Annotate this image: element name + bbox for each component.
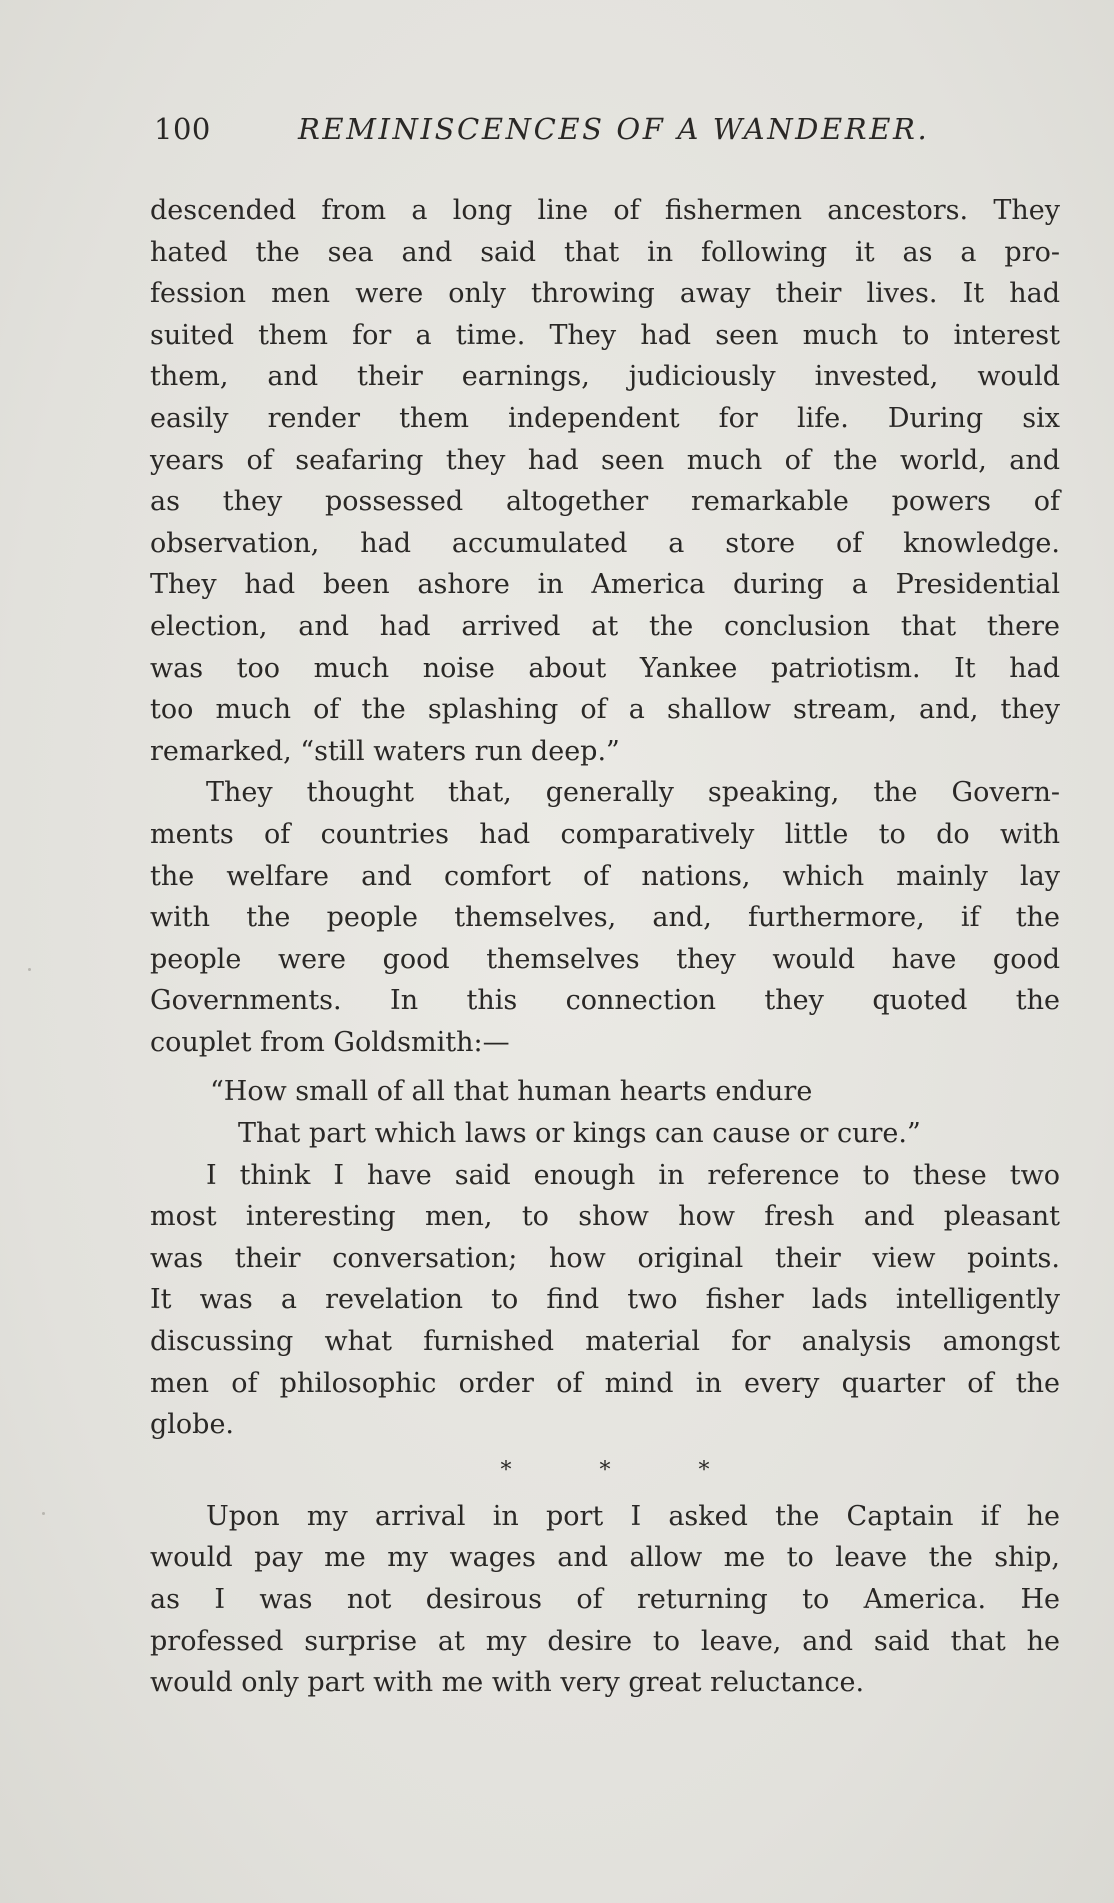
spacer — [150, 1063, 1060, 1071]
text-line: election, and had arrived at the conclusion that there — [150, 610, 1060, 642]
text-line: suited them for a time. They had seen much to interest — [150, 319, 1060, 351]
paper-speck — [42, 1512, 45, 1515]
text-line: would pay me my wages and allow me to leave the ship, — [150, 1542, 1060, 1574]
text-line: remarked, “still waters run deep.” — [150, 735, 620, 767]
text-line: Governments. In this connection they quoted the — [150, 985, 1060, 1017]
text-line: They had been ashore in America during a Presidential — [150, 569, 1060, 601]
text-line: as I was not desirous of returning to America. He — [150, 1584, 1060, 1615]
body-text — [150, 190, 1060, 1704]
text-line: years of seafaring they had seen much of the world, and — [150, 444, 1060, 476]
running-title: REMINISCENCES OF A WANDERER. — [298, 112, 930, 146]
text-line: men of philosophic order of mind in every quarter of the — [150, 1367, 1060, 1399]
asterisk: * — [599, 1457, 611, 1483]
text-line: couplet from Goldsmith:— — [150, 1026, 510, 1058]
asterisk: * — [500, 1457, 512, 1483]
paper-speck — [28, 968, 31, 971]
text-line: was their conversation; how original their view points. — [150, 1242, 1060, 1274]
text-line: It was a revelation to find two fisher lads intelligently — [150, 1284, 1060, 1316]
section-break — [150, 1446, 1060, 1496]
text-line: professed surprise at my desire to leave, and said that he — [150, 1625, 1060, 1657]
text-line: with the people themselves, and, furthermore, if the — [150, 902, 1060, 934]
quote-line: That part which laws or kings can cause or cure.” — [238, 1118, 921, 1150]
running-head — [148, 112, 968, 152]
page-number: 100 — [154, 112, 211, 146]
text-line: discussing what furnished material for analysis amongst — [150, 1326, 1060, 1358]
text-line: hated the sea and said that in following it as a pro- — [150, 236, 1060, 268]
text-line: observation, had accumulated a store of knowledge. — [150, 527, 1060, 559]
text-line: I think I have said enough in reference to these two — [206, 1159, 1060, 1191]
text-line: the welfare and comfort of nations, which mainly lay — [150, 860, 1060, 892]
goldsmith-quote — [150, 1071, 1060, 1154]
text-line: Upon my arrival in port I asked the Captain if he — [206, 1500, 1060, 1532]
text-line: as they possessed altogether remarkable powers of — [150, 486, 1060, 518]
paragraph-3 — [150, 1155, 1060, 1446]
text-line: them, and their earnings, judiciously invested, would — [150, 361, 1060, 393]
text-line: ments of countries had comparatively little to do with — [150, 818, 1060, 850]
text-line: would only part with me with very great reluctance. — [150, 1667, 865, 1699]
text-line: most interesting men, to show how fresh and pleasant — [150, 1201, 1060, 1233]
paragraph-2 — [150, 772, 1060, 1063]
text-line: people were good themselves they would have good — [150, 943, 1060, 975]
text-line: fession men were only throwing away their lives. It had — [150, 278, 1060, 310]
paragraph-4 — [150, 1496, 1060, 1704]
text-line: easily render them independent for life. During six — [150, 402, 1060, 434]
paragraph-1 — [150, 190, 1060, 772]
text-line: descended from a long line of fishermen ancestors. They — [150, 195, 1060, 226]
text-line: too much of the splashing of a shallow stream, and, they — [150, 694, 1060, 726]
text-line: They thought that, generally speaking, the Govern- — [206, 777, 1060, 809]
quote-line: “How small of all that human hearts endure — [210, 1076, 813, 1108]
text-line: globe. — [150, 1409, 235, 1441]
asterisk: * — [698, 1457, 710, 1483]
text-line: was too much noise about Yankee patriotism. It had — [150, 652, 1060, 684]
